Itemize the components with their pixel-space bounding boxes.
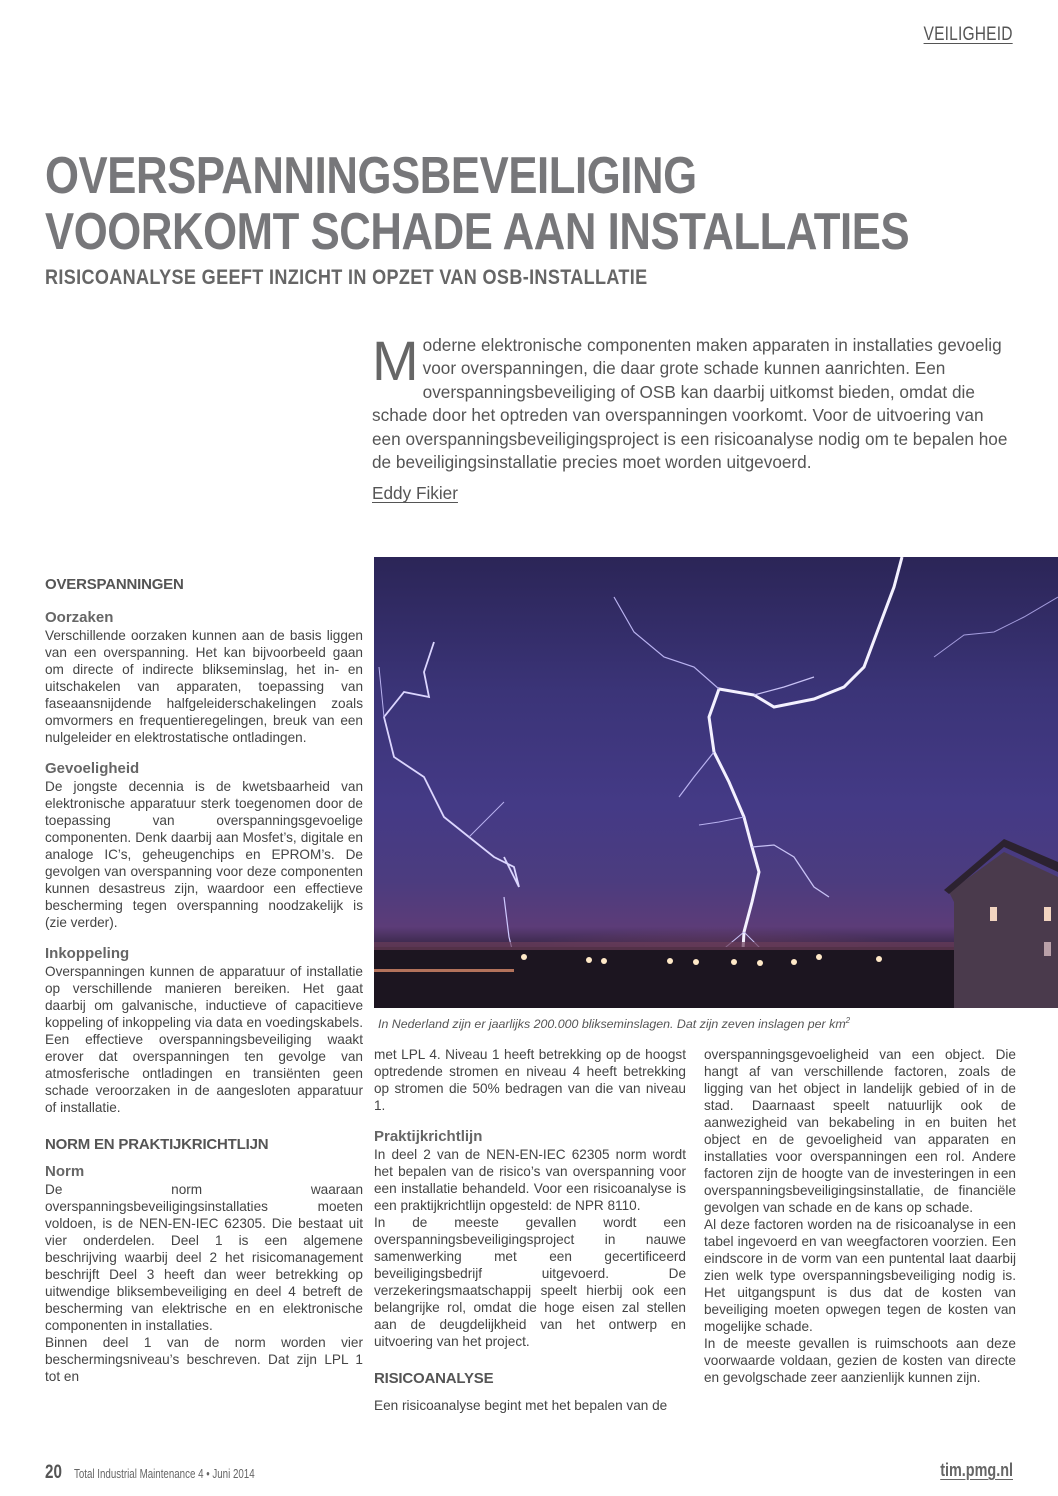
- column-1: [45, 576, 363, 1385]
- intro-lead: [372, 329, 1012, 506]
- paragraph-risico-1b: overspanningsgevoeligheid van een object. Die hangt af van verschillende factoren, zoals de ligging van het object in landelijk gebied of in de stad. Daarnaast speelt natuurlijk ook de aanwezigheid van bekabeling in en buiten het object en de gevoeligheid van apparaten en installaties voor overspanningen een rol. Andere factoren zijn de hoogte van de investeringen in een overspanningsbeveiligingsinstallatie, de financiële gevolgen van schade en de kans op schade.: [704, 1047, 1016, 1215]
- drop-cap: M: [372, 329, 419, 392]
- author-link[interactable]: Eddy Fikier: [372, 483, 458, 504]
- subheading-gevoeligheid: Gevoeligheid: [45, 760, 140, 777]
- column-2: [374, 1046, 686, 1414]
- title-line-2: VOORKOMT SCHADE AAN INSTALLATIES: [45, 203, 910, 261]
- caption-superscript: 2: [845, 1016, 851, 1025]
- publication-info: Total Industrial Maintenance 4 • Juni 2014: [74, 1467, 255, 1481]
- paragraph-norm-2b: met LPL 4. Niveau 1 heeft betrekking op de hoogst optredende stromen en niveau 4 heeft betrekking op stromen die 50% bedragen van die van niveau 1.: [374, 1047, 686, 1113]
- footer-left: [45, 1462, 306, 1484]
- paragraph-norm-2a: Binnen deel 1 van de norm worden vier beschermingsniveau’s beschreven. Dat zijn LPL 1 tot en: [45, 1335, 363, 1384]
- paragraph-norm-1: De norm waaraan overspanningsbeveiligingsinstallaties moeten voldoen, is de NEN-EN-IEC 62305. Die bestaat uit vier onderdelen. Deel 1 is een algemene beschrijving waarbij deel 2 het risicomanagement beschrijft Deel 3 heeft dan weer betrekking op uitwendige bliksembeveiliging en deel 4 betreft de bescherming van elektrische en en elektronische componenten in installaties.: [45, 1182, 363, 1333]
- intro-text: oderne elektronische componenten maken apparaten in installaties gevoelig voor overspanningen, die daar grote schade kunnen aanrichten. Een overspanningsbeveiliging of OSB kan daarbij uitkomst bieden, omdat die schade door het optreden van overspanningen voorkomt. Voor de uitvoering van een overspanningsbeveiligingsproject is een risicoanalyse nodig om te bepalen hoe de beveiligingsinstallatie precies moet worden uitgevoerd.: [372, 335, 1008, 473]
- article-subtitle: RISICOANALYSE GEEFT INZICHT IN OPZET VAN OSB-INSTALLATIE: [45, 266, 648, 289]
- paragraph-praktijk-2: In de meeste gevallen wordt een overspanningsbeveiligingsproject in nauwe samenwerking met een gecertificeerd beveiligingsbedrijf uitgevoerd. De verzekeringsmaatschappij speelt hierbij ook een belangrijke rol, omdat die hoge eisen zal stellen aan de deugdelijkheid van het ontwerp en uitvoering van het project.: [374, 1215, 686, 1349]
- section-heading-risicoanalyse: RISICOANALYSE: [374, 1370, 494, 1387]
- subheading-inkoppeling: Inkoppeling: [45, 945, 130, 962]
- paragraph-inkoppeling: Overspanningen kunnen de apparatuur of installatie op verschillende manieren bereiken. Het gaat daarbij om galvanische, inductieve of capacitieve koppeling of inkoppeling via data en voedingskabels. Een effectieve overspanningsbeveiliging waakt erover dat overspanningen ten gevolge van atmosferische ontladingen en transiënten geen schade veroorzaken in de aangesloten apparatuur of installatie.: [45, 964, 363, 1115]
- page-number: 20: [45, 1462, 62, 1483]
- lightning-storm-illustration: [374, 557, 1058, 1008]
- section-heading-overspanningen: OVERSPANNINGEN: [45, 576, 184, 593]
- paragraph-risico-2: Al deze factoren worden na de risicoanalyse in een tabel ingevoerd en van weegfactoren voorzien. Een eindscore in de vorm van een puntental laat daarbij zien welk type overspanningsbeveiliging nodig is. Het uitgangspunt is dus dat de kosten van beveiliging moeten opwegen tegen de kosten van mogelijke schade.: [704, 1217, 1016, 1334]
- paragraph-risico-1a: Een risicoanalyse begint met het bepalen van de: [374, 1398, 668, 1413]
- article-title: [45, 147, 910, 261]
- website-link[interactable]: tim.pmg.nl: [940, 1460, 1013, 1480]
- paragraph-risico-3: In de meeste gevallen is ruimschoots aan deze voorwaarde voldaan, gezien de kosten van directe en gevolgschade zeer aanzienlijk kunnen zijn.: [704, 1336, 1016, 1385]
- subheading-praktijkrichtlijn: Praktijkrichtlijn: [374, 1128, 483, 1145]
- paragraph-gevoeligheid: De jongste decennia is de kwetsbaarheid van elektronische apparatuur sterk toegenomen door de toepassing van overspanningsgevoelige componenten. Denk daarbij aan Mosfet’s, digitale en analoge IC’s, geheugenchips en EPROM’s. De gevolgen van overspanning voor deze componenten kunnen desastreus zijn, waardoor een effectieve bescherming tegen overspanning noodzakelijk is (zie verder).: [45, 779, 363, 930]
- section-heading-norm: NORM EN PRAKTIJKRICHTLIJN: [45, 1136, 269, 1153]
- title-line-1: OVERSPANNINGSBEVEILIGING: [45, 147, 697, 205]
- subheading-norm: Norm: [45, 1163, 85, 1180]
- section-tag-link[interactable]: VEILIGHEID: [923, 24, 1013, 45]
- paragraph-praktijk-1: In deel 2 van de NEN-EN-IEC 62305 norm wordt het bepalen van de risico’s van overspanning voor een installatie behandeld. Voor een risicoanalyse is een praktijkrichtlijn opgesteld: de NPR 8110.: [374, 1147, 686, 1213]
- subheading-oorzaken: Oorzaken: [45, 609, 114, 626]
- paragraph-oorzaken: Verschillende oorzaken kunnen aan de basis liggen van een overspanning. Het kan bijvoorbeeld gaan om directe of indirecte blikseminslag, het in- en uitschakelen van apparaten, toepassing van faseaansnijdende halfgeleiderschakelingen zoals omvormers en frequentieregelingen, breuk van een nulgeleider en elektrostatische ontladingen.: [45, 628, 363, 745]
- caption-text: In Nederland zijn er jaarlijks 200.000 blikseminslagen. Dat zijn zeven inslagen per km: [378, 1017, 846, 1032]
- lightning-photo: [374, 557, 1058, 1008]
- photo-caption: [378, 1016, 850, 1031]
- column-3: [704, 1046, 1016, 1386]
